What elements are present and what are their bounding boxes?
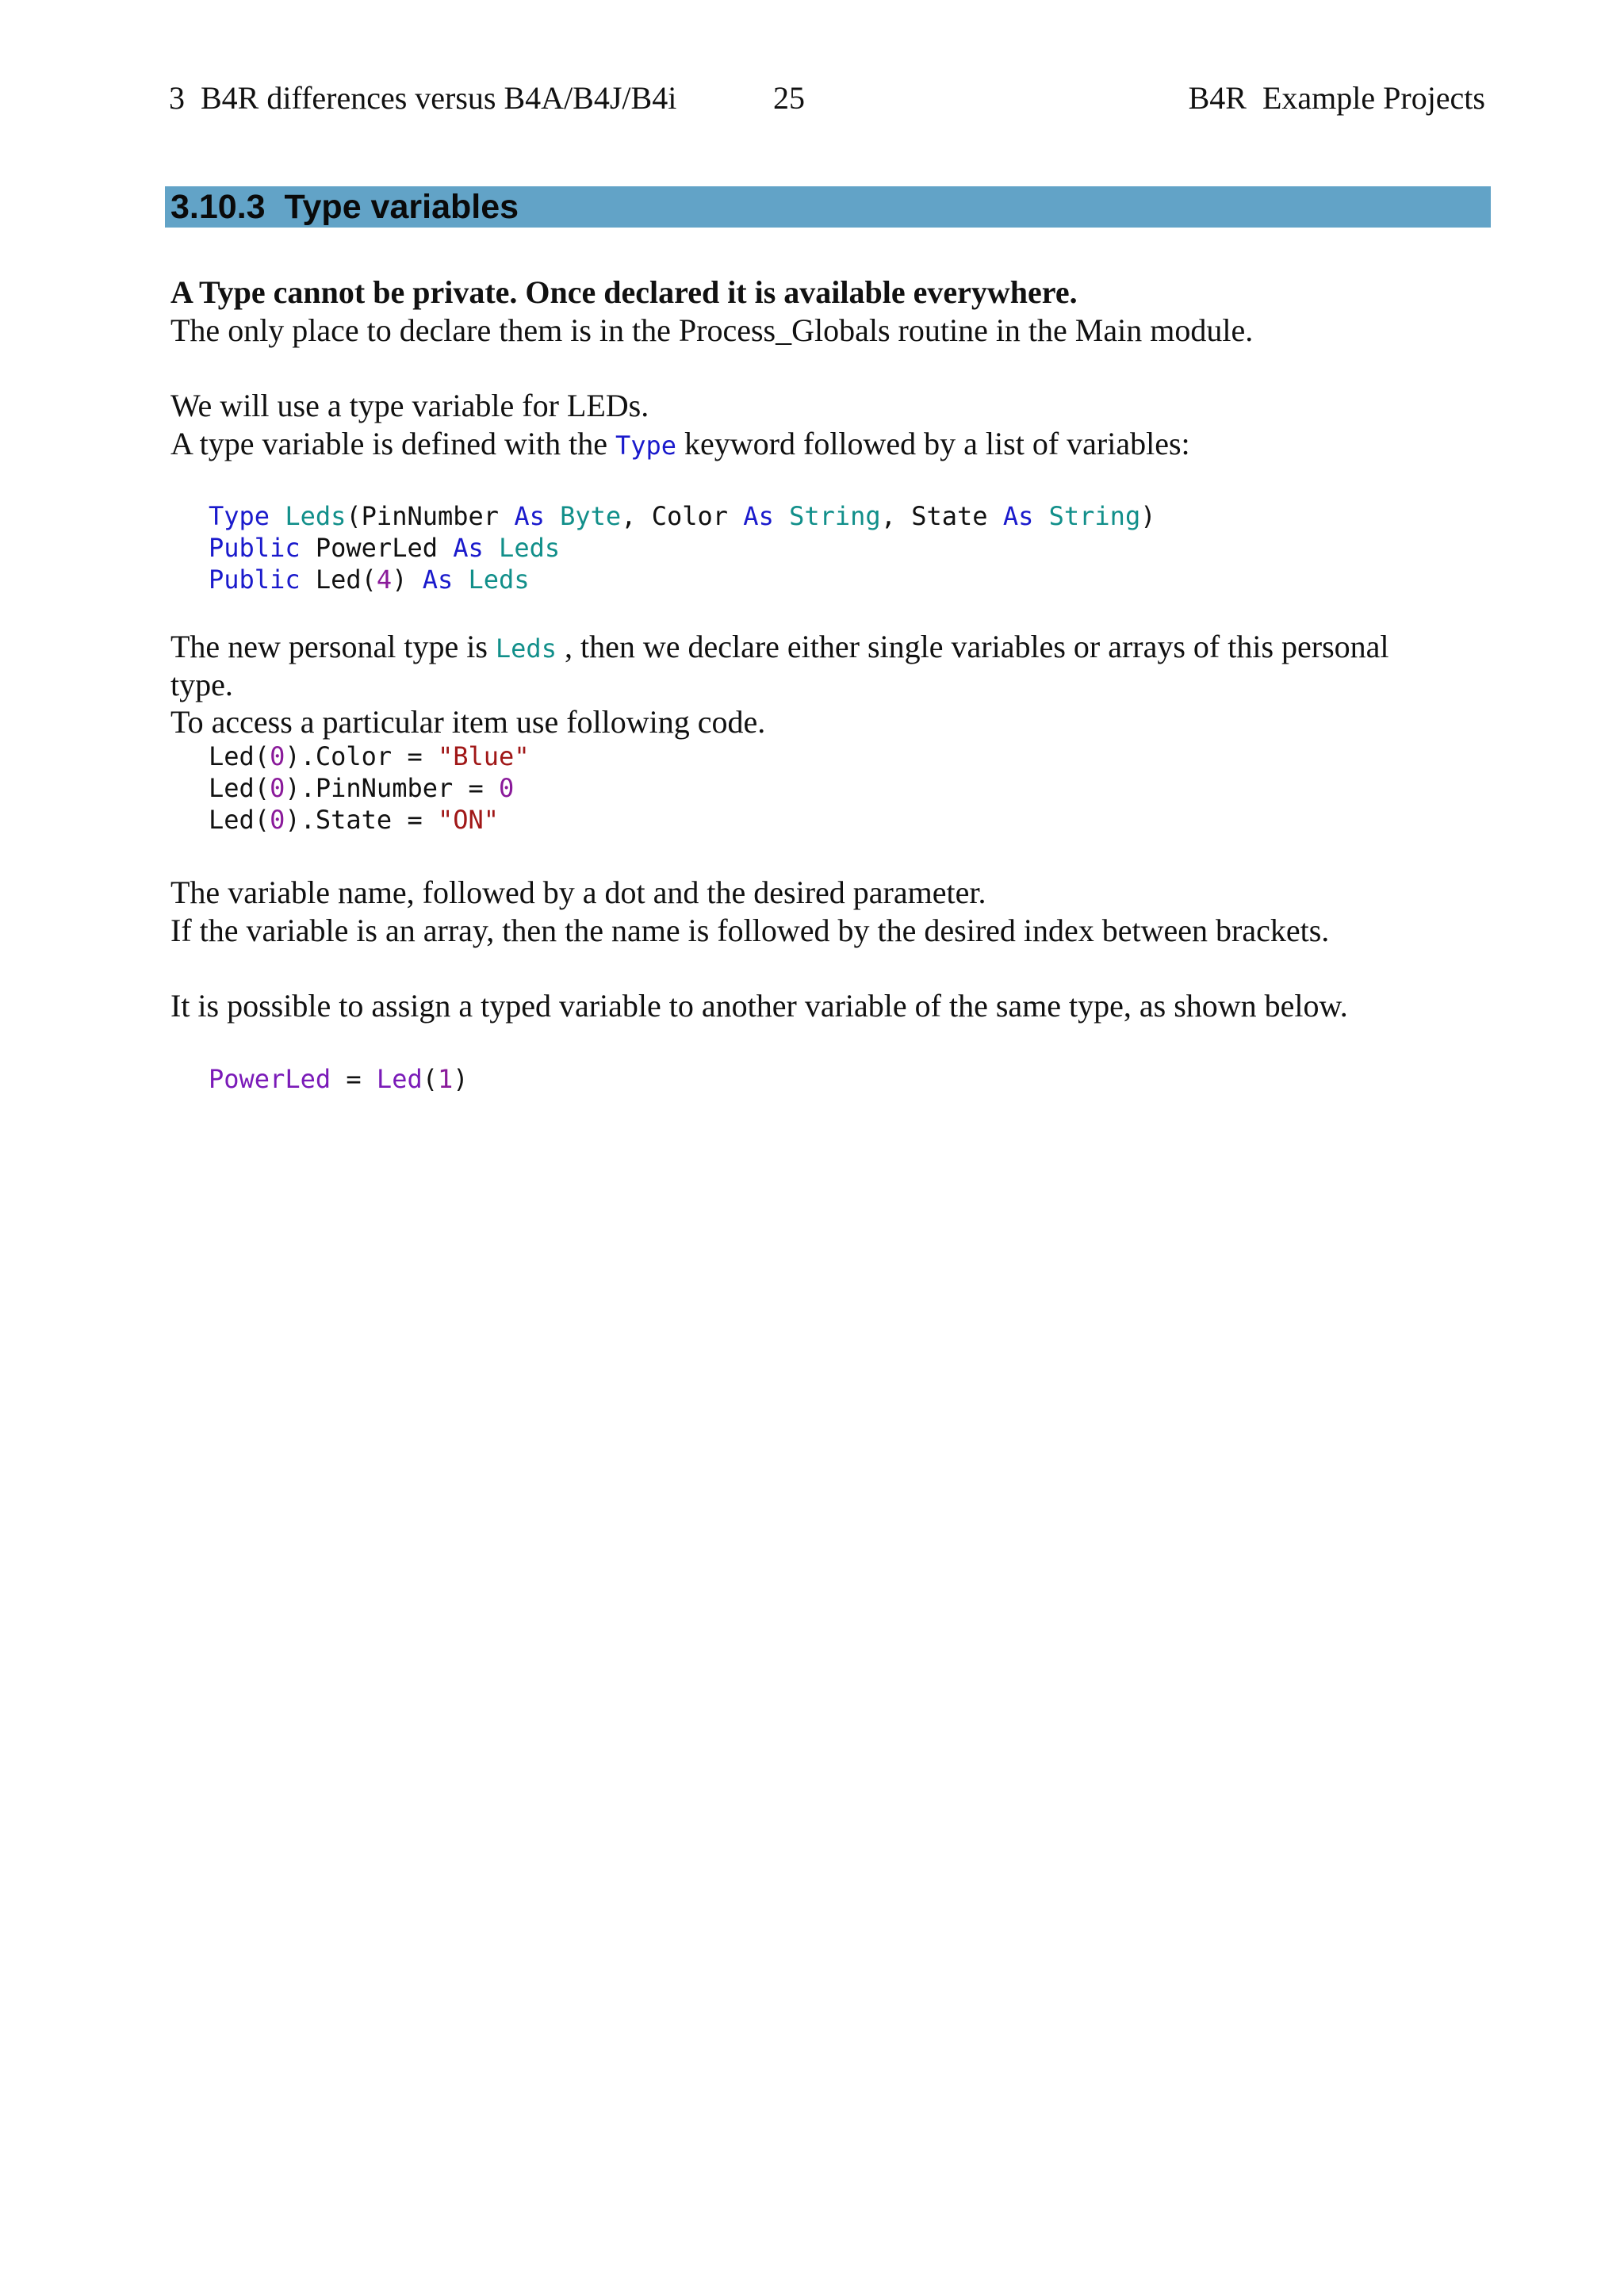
code-token xyxy=(270,501,285,531)
text-segment: A type variable is defined with the xyxy=(170,426,615,461)
code-token: As xyxy=(1002,501,1034,531)
paragraph-array-index: If the variable is an array, then the name is followed by the desired index between brackets. xyxy=(170,913,1330,948)
code-token: (PinNumber xyxy=(346,501,515,531)
code-token: Leds xyxy=(285,501,347,531)
code-token: As xyxy=(422,564,454,595)
code-token: Public xyxy=(209,564,301,595)
code-token: String xyxy=(1048,501,1141,531)
paragraph-access-item: To access a particular item use following code. xyxy=(170,704,766,740)
code-token: ) xyxy=(453,1064,469,1094)
code-token: , Color xyxy=(621,501,744,531)
code-line-public-powerled xyxy=(209,532,560,564)
code-token: , State xyxy=(880,501,1003,531)
code-token: Led( xyxy=(209,773,270,803)
code-token: As xyxy=(453,533,484,563)
text-segment: keyword followed by a list of variables: xyxy=(676,426,1190,461)
paragraph-assign-typed: It is possible to assign a typed variable to another variable of the same type, as shown below. xyxy=(170,988,1348,1024)
code-token: 0 xyxy=(270,773,285,803)
paragraph-personal-type xyxy=(170,628,1389,668)
code-token xyxy=(1033,501,1048,531)
code-line-assign-powerled xyxy=(209,1063,469,1095)
code-line-led-pinnumber xyxy=(209,772,514,804)
code-token: Led( xyxy=(209,741,270,771)
paragraph-private-rule: A Type cannot be private. Once declared it is available everywhere. xyxy=(170,274,1078,310)
code-token: Type xyxy=(209,501,270,531)
code-token: PowerLed xyxy=(300,533,454,563)
text-segment: The new personal type is xyxy=(170,629,496,664)
code-token: ( xyxy=(422,1064,438,1094)
code-line-led-state xyxy=(209,804,499,836)
code-token: "ON" xyxy=(437,805,500,835)
code-token: PowerLed xyxy=(209,1064,331,1094)
code-token: 0 xyxy=(499,773,515,803)
paragraph-type-definition xyxy=(170,425,1190,465)
code-token: As xyxy=(514,501,545,531)
code-token: ) xyxy=(1140,501,1156,531)
paragraph-personal-type-continued: type. xyxy=(170,667,233,702)
code-token: 0 xyxy=(270,805,285,835)
code-token: ).State = xyxy=(285,805,438,835)
code-token: 4 xyxy=(376,564,393,595)
paragraph-variable-dot: The variable name, followed by a dot and the desired parameter. xyxy=(170,874,986,910)
code-token: ).Color = xyxy=(285,741,438,771)
inline-code-leds: Leds xyxy=(495,633,557,664)
code-token: ).PinNumber = xyxy=(285,773,500,803)
header-chapter: 3 B4R differences versus B4A/B4J/B4i xyxy=(169,80,677,116)
code-token xyxy=(545,501,560,531)
inline-code-type: Type xyxy=(615,430,677,461)
code-token: 0 xyxy=(270,741,285,771)
header-page-number: 25 xyxy=(773,80,805,116)
code-token: Leds xyxy=(499,533,561,563)
code-token xyxy=(484,533,499,563)
code-token xyxy=(774,501,789,531)
paragraph-declare-location: The only place to declare them is in the Process_Globals routine in the Main module. xyxy=(170,312,1254,348)
code-token: Byte xyxy=(560,501,622,531)
code-token: 1 xyxy=(437,1064,454,1094)
code-token: ) xyxy=(392,564,423,595)
code-token: Led( xyxy=(300,564,377,595)
code-token: Public xyxy=(209,533,301,563)
code-token: Led xyxy=(376,1064,423,1094)
paragraph-leds-intro: We will use a type variable for LEDs. xyxy=(170,388,649,423)
text-segment: , then we declare either single variables or arrays of this personal xyxy=(556,629,1389,664)
header-book-title: B4R Example Projects xyxy=(1188,80,1485,116)
code-token: Led( xyxy=(209,805,270,835)
code-token xyxy=(453,564,468,595)
code-token: As xyxy=(743,501,774,531)
page-header xyxy=(169,78,1485,119)
code-line-led-color xyxy=(209,740,530,772)
code-line-public-led-array xyxy=(209,564,530,595)
code-line-type-leds xyxy=(209,500,1155,532)
section-heading: 3.10.3 Type variables xyxy=(165,186,1491,228)
code-token: "Blue" xyxy=(437,741,530,771)
code-token: Leds xyxy=(468,564,530,595)
code-token: = xyxy=(331,1064,377,1094)
code-token: String xyxy=(789,501,881,531)
